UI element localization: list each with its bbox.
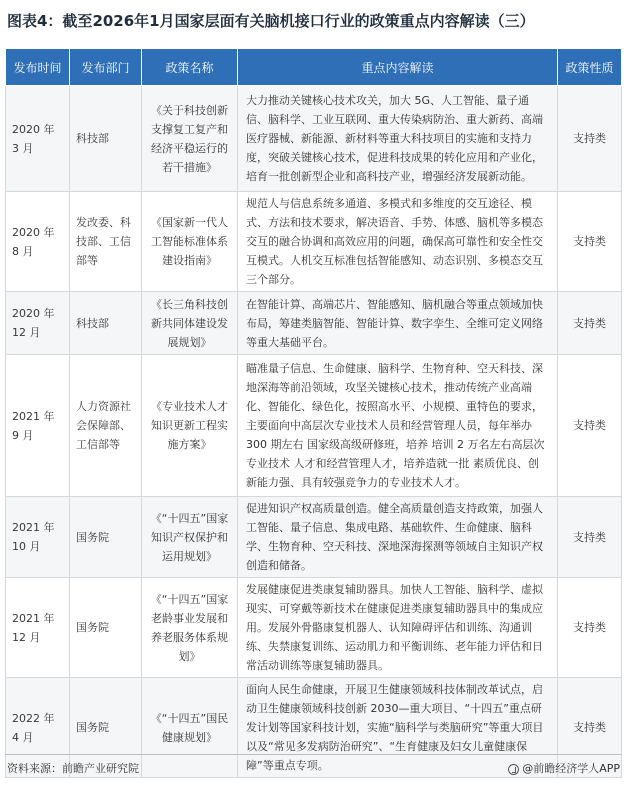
cell-content: 大力推动关键核心技术攻关，加大 5G、人工智能、量子通信、脑科学、工业互联网、重大传染病防治、重大新药、高端医疗器械、新能源、新材料等重大科技项目的实施和支持力度，突破关键核心技术，促进科技成果的转化应用和产业化，培育一批创新型企业和高科技产业，增强经济发展新动能。 [238,86,558,192]
footer-divider [5,754,621,755]
cell-content: 发展健康促进类康复辅助器具。加快人工智能、脑科学、虚拟现实、可穿戴等新技术在健康促进类康复辅助器具中的集成应用。发展外骨骼康复机器人、认知障碍评估和训练、沟通训练、失禁康复训练、运动肌力和平衡训练、老年能力评估和日常活动训练等康复辅助器具。 [238,578,558,678]
cell-content: 规范人与信息系统多通道、多模式和多维度的交互途径、模式、方法和技术要求，解决语音、手势、体感、脑机等多模态交互的融合协调和高效应用的问题，确保高可靠性和安全性交互模式。人机交互标准包括智能感知、动态识别、多模态交互三个部分。 [238,192,558,292]
table-row [6,292,622,355]
cell-dept: 国务院 [70,578,142,678]
cell-date: 2021 年 12 月 [6,578,70,678]
page-title: 图表4：截至2026年1月国家层面有关脑机接口行业的政策重点内容解读（三） [7,12,535,30]
header-policy-name: 政策名称 [142,49,238,86]
cell-date: 2020 年 3 月 [6,86,70,192]
cell-policy-name: 《“十四五”国家老龄事业发展和养老服务体系规划》 [142,578,238,678]
table-row [6,192,622,292]
cell-content: 瞄准量子信息、生命健康、脑科学、生物育种、空天科技、深地深海等前沿领域，攻坚关键核心技术，推动传统产业高端化、智能化、绿色化，按照高水平、小规模、重特色的要求，主要面向中高层次专业技术人员和经营管理人员，每年举办 300 期左右 国家级高级研修班，培养 培训 2 万名左右高层次 专业技术 人才和经营管理人才，培养造就一批 素质优良、创新能力强、具有较强竞争力的专业技术人才。 [238,355,558,497]
cell-nature: 支持类 [558,86,622,192]
cell-policy-name: 《国家新一代人工智能标准体系建设指南》 [142,192,238,292]
header-nature: 政策性质 [558,49,622,86]
brand-credit-text: @前瞻经济学人APP [522,762,620,775]
header-content: 重点内容解读 [238,49,558,86]
cell-dept: 发改委、科技部、工信部等 [70,192,142,292]
header-dept: 发布部门 [70,49,142,86]
policy-table [5,48,622,778]
cell-nature: 支持类 [558,355,622,497]
table-row [6,355,622,497]
cell-policy-name: 《长三角科技创新共同体建设发展规划》 [142,292,238,355]
cell-policy-name: 《关于科技创新支撑复工复产和经济平稳运行的若干措施》 [142,86,238,192]
cell-date: 2022 年 4 月 [6,678,70,778]
brand-logo-icon [508,764,519,775]
header-date: 发布时间 [6,49,70,86]
cell-policy-name: 《专业技术人才知识更新工程实施方案》 [142,355,238,497]
cell-nature: 支持类 [558,192,622,292]
table-row [6,497,622,578]
cell-dept: 人力资源社会保障部、工信部等 [70,355,142,497]
cell-nature: 支持类 [558,292,622,355]
cell-dept: 科技部 [70,86,142,192]
cell-policy-name: 《“十四五”国民健康规划》 [142,678,238,778]
cell-nature: 支持类 [558,578,622,678]
brand-credit [508,760,620,778]
cell-nature: 支持类 [558,497,622,578]
cell-date: 2021 年 10 月 [6,497,70,578]
cell-content: 促进知识产权高质量创造。健全高质量创造支持政策，加强人工智能、量子信息、集成电路、基础软件、生命健康、脑科学、生物育种、空天科技、深地深海探测等领域自主知识产权创造和储备。 [238,497,558,578]
cell-date: 2020 年 8 月 [6,192,70,292]
cell-date: 2021 年 9 月 [6,355,70,497]
cell-content: 面向人民生命健康，开展卫生健康领域科技体制改革试点，启动卫生健康领域科技创新 2030—重大项目、“十四五”重点研发计划等国家科技计划，实施“脑科学与类脑研究”等重大项目以及“常见多发病防治研究”、“生育健康及妇女儿童健康保障”等重点专项。 [238,678,558,778]
cell-date: 2020 年 12 月 [6,292,70,355]
cell-dept: 科技部 [70,292,142,355]
cell-nature: 支持类 [558,678,622,778]
cell-dept: 国务院 [70,678,142,778]
cell-dept: 国务院 [70,497,142,578]
source-note: 资料来源：前瞻产业研究院 [7,762,139,775]
cell-content: 在智能计算、高端芯片、智能感知、脑机融合等重点领域加快布局，筹建类脑智能、智能计算、数字孪生、全维可定义网络等重大基础平台。 [238,292,558,355]
table-row [6,86,622,192]
cell-policy-name: 《“十四五”国家知识产权保护和运用规划》 [142,497,238,578]
table-header-row [6,49,622,86]
table-row [6,578,622,678]
